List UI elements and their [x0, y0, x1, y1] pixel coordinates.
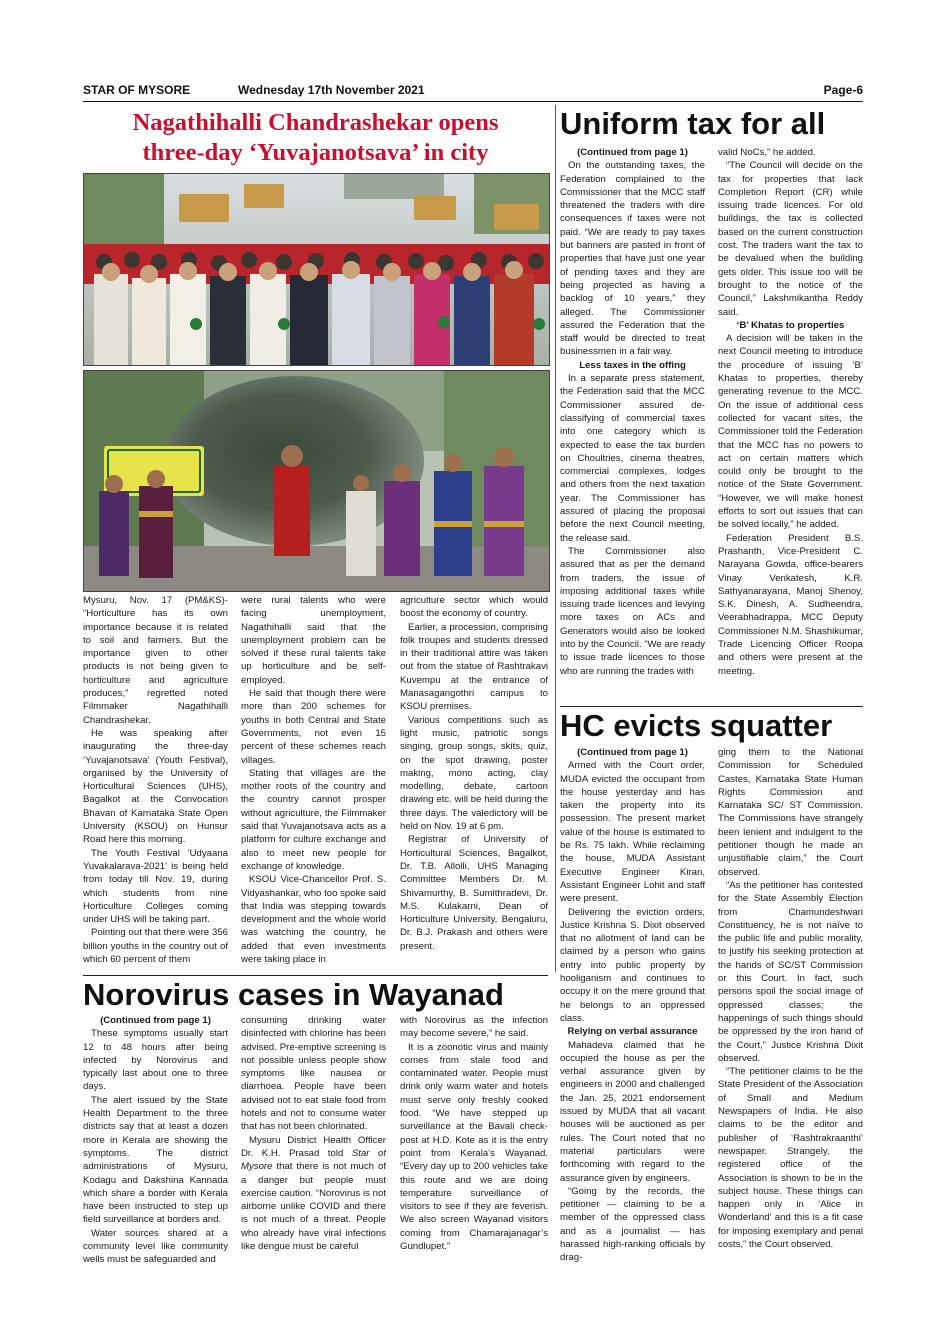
hc-para: “As the petitioner has contested for the State Assembly Election from Chamundeshwari Constituency, he is not naïve to the public life and public morality, to justify his seeking protection at the hands of SC/ST Commission or this Court. In fact, such persons spoil the social image of oppressed classes; the happenings of such things should be oppressed by the iron hand of the Court,” Justice Krishna Dixit observed.: [718, 879, 863, 1064]
masthead-rule: [83, 101, 863, 102]
norovirus-column-3: [400, 1014, 548, 1276]
tax-para: Federation President B.S. Prashanth, Vice-President C. Narayana Gowda, office-bearers Vinay Venkatesh, K.R. Sathyanarayana, Manoj Shenoy, S.K. Dinesh, A. Sudheendra, Veerabhadrappa, MCC Deputy Commissioner N.M. Shashikumar, Trade Licencing Officer Roopa and others were present at the meeting.: [718, 532, 863, 677]
festival-para: Mysuru, Nov. 17 (PM&KS)- “Horticulture has its own importance because it is related to soil and farmers. But the importance given to other products is not being given to horticulture and agriculture produces,” regretted noted Filmmaker Nagathihalli Chandrashekar.: [83, 595, 228, 726]
festival-para: Stating that villages are the mother roots of the country and the country cannot prosper without agriculture, the Filmmaker said that Yuvajanotsava acts as a platform for culture exchange and also to meet new people for exchange of knowledge.: [241, 767, 386, 872]
norovirus-para-dho: [241, 1134, 386, 1254]
hc-subhead-verbal-assurance: Relying on verbal assurance: [567, 1026, 698, 1038]
norovirus-headline: Norovirus cases in Wayanad: [83, 977, 504, 1012]
festival-headline-line2: three-day ‘Yuvajanotsava’ in city: [142, 139, 489, 166]
festival-photo-procession: [83, 370, 550, 592]
festival-photo-dignitaries: [83, 173, 550, 366]
hc-continued-label: (Continued from page 1): [577, 747, 688, 758]
hc-headline: HC evicts squatter: [560, 708, 833, 743]
norovirus-dho-text-end: that there is not much of a danger but people must exercise caution. “Norovirus is not airborne unlike COVID and there is not much of a threat. People who already have viral infections like dengue must be careful: [241, 1161, 386, 1253]
tax-para: The Commissioner also assured that as per the demand from traders, the issue of imposing additional taxes while issuing trade licences and levying more taxes on ACs and Generators would also be looked into by the Council. “We are ready to issue trade licences to those who are running the trades with: [560, 545, 705, 677]
norovirus-para: consuming drinking water disinfected with chlorine has been advised. Pre-emptive screening is not possible unless people show symptoms like nausea or diarrhoea. People have been advised not to eat stale food from hotels and not to consume water that has not been chlorinated.: [241, 1015, 386, 1133]
festival-headline: [83, 108, 548, 168]
hc-para: Delivering the eviction orders, Justice Krishna S. Dixit observed that no allotment of land can be claimed by a person who gains entry into public property by hooliganism and continues to occupy it on the mere ground that he belongs to an oppressed class.: [560, 906, 705, 1024]
norovirus-para: These symptoms usually start 12 to 48 hours after being infected by Norovirus and typically last about one to three days.: [83, 1028, 228, 1093]
masthead-page-number: Page-6: [823, 83, 863, 97]
masthead-date: Wednesday 17th November 2021: [238, 83, 425, 97]
norovirus-paper-name-italic: Star of Mysore: [241, 1147, 386, 1173]
tax-para: On the outstanding taxes, the Federation complained to the Commissioner that the MCC staff threatened the traders with dire consequences if taxes were not paid. “We are ready to pay taxes but banners are pasted in front of properties that have just one year of pending taxes and they are being projected as having a backlog of 10 years,” they alleged. The Commissioner assured the Federation that the staff would be directed to treat businessmen in a fair way.: [560, 160, 705, 358]
festival-para: KSOU Vice-Chancellor Prof. S. Vidyashankar, who too spoke said that India was stepping towards development and the whole world was watching the country, he added that even investments were taking place in: [241, 874, 386, 966]
hc-para: ging them to the National Commission for Scheduled Castes, Karnataka State Human Rights Commission and Karnataka SC/ ST Commission. The Commissions have strangely been lenient and indulgent to the petitioner though he made an unjustifiable claim,” the Court observed.: [718, 747, 863, 878]
festival-photo-dignitaries-image: [84, 174, 549, 365]
norovirus-continued-label: (Continued from page 1): [100, 1015, 211, 1026]
hc-column-2: [718, 746, 863, 1276]
norovirus-dho-text-start: Mysuru District Health Officer Dr. K.H. Prasad told: [241, 1134, 386, 1159]
norovirus-para: The alert issued by the State Health Department to the three districts say that at least a dozen more in Kerala are showing the symptoms. The district administrations of Mysuru, Kodagu and Dakshina Kannada which share a border with Kerala have been instructed to step up field surveillance at borders and.: [83, 1094, 228, 1226]
festival-para: Various competitions such as light music, patriotic songs singing, group songs, skits, quiz, on the spot drawing, poster making, mono acting, clay modelling, debate, cartoon drawing etc. will be held during the three days. The valedictory will be held on Nov. 19 at 6 pm.: [400, 714, 548, 833]
hc-para: Armed with the Court order, MUDA evicted the occupant from the house yesterday and has taken the property into its possession. The present market value of the house is estimated to be Rs. 75 lakh. While reclaiming the house, MUDA Assistant Executive Engineer Kiran, Assistant Engineer Lohit and staff were present.: [560, 760, 705, 905]
festival-photo-procession-image: [84, 371, 549, 591]
tax-subhead-b-khatas: ‘B’ Khatas to properties: [736, 319, 845, 331]
hc-para: Mahadeva claimed that he occupied the house as per the verbal assurance given by engineers in 2000 and challenged the Jan. 25, 2021 endorsement issued by MUDA that all vacant houses will be auctioned as per rules. The Court noted that no material particulars were forthcoming with regard to the assurance given by engineers.: [560, 1039, 705, 1184]
festival-para: were rural talents who were facing unemployment, Nagathihalli said that the unemployment problem can be solved if these rural talents take up horticulture and be self-employed.: [241, 595, 386, 686]
festival-para: agriculture sector which would boost the economy of country.: [400, 595, 548, 620]
norovirus-para: It is a zoonotic virus and mainly comes from stale food and contaminated water. People must drink only warm water and hotels must serve only freshly cooked food. “We have stepped up surveillance at the Bavali check-post at H.D. Kote as it is the entry point from Kerala’s Wayanad. “Every day up to 200 vehicles take this route and we are doing temperature surveillance of visitors to see if they are feverish. We also screen Wayanad visitors coming from Chamarajanagar’s Gundlupet.”: [400, 1041, 548, 1253]
festival-para: Pointing out that there were 356 billion youths in the country out of which 60 percent of them: [83, 927, 228, 966]
tax-para: “The Council will decide on the tax for properties that lack Completion Report (CR) while issuing trade licences. For old buildings, the tax is collected based on the current construction cost. The traders want the tax to be devalued when the building gets older. This issue too will be brought to the notice of the Council,” Lakshmikantha Reddy said.: [718, 160, 863, 318]
tax-column-2: [718, 146, 863, 706]
festival-column-2: [241, 594, 386, 972]
norovirus-para: with Norovirus as the infection may become severe,” he said.: [400, 1015, 548, 1040]
tax-para: A decision will be taken in the next Council meeting to introduce the procedure of issuing ‘B’ Khatas to properties, thereby generating revenue to the MCC. On the issue of additional cess collected for vacant sites, the Commissioner told the Federation that the MCC has no powers to act on certain matters which could only be brought to the notice of the State Government. “However, we will make honest efforts to sort out issues that can be solved locally,” he added.: [718, 333, 863, 531]
tax-subhead-less-taxes: Less taxes in the offing: [579, 359, 686, 371]
hc-column-1: [560, 746, 705, 1276]
norovirus-para: Water sources shared at a community level like community wells must be safeguarded and: [83, 1227, 228, 1266]
hc-para: “Going by the records, the petitioner — claiming to be a member of the oppressed class and as a journalist — has harassed high-ranking officials by drag-: [560, 1185, 705, 1264]
festival-headline-line1: Nagathihalli Chandrashekar opens: [132, 109, 499, 136]
festival-column-3: [400, 594, 548, 972]
tax-continued-label: (Continued from page 1): [577, 147, 688, 158]
festival-para: He was speaking after inaugurating the three-day ‘Yuvajanotsava’ (Youth Festival), organised by the University of Horticultural Sciences (UHS), Bagalkot at the Convocation Bhavan of Karnataka State Open University (KSOU) on Hunsur Road here this morning.: [83, 727, 228, 846]
festival-para: Earlier, a procession, comprising folk troupes and students dressed in their traditional attire was taken out from the statue of Rashtrakavi Kuvempu at the entrance of Manasagangothri campus to KSOU premises.: [400, 621, 548, 713]
festival-column-1: [83, 594, 228, 972]
tax-para: valid NoCs,” he added.: [718, 147, 816, 158]
tax-column-1: [560, 146, 705, 706]
festival-para: He said that though there were more than 200 schemes for youths in both Central and State Governments, not even 15 percent of these schemes reach villages.: [241, 688, 386, 766]
festival-para: Registrar of University of Horticultural Sciences, Bagalkot, Dr. T.B. Allolli, UHS Managing Committee Members Dr. M. Shivamurthy, B. Sumithradevi, Dr. M.S. Kulakarni, Dean of Horticulture University, Bengaluru, Dr. B.J. Prakash and others were present.: [400, 834, 548, 952]
tax-headline: Uniform tax for all: [560, 106, 826, 141]
masthead-paper-name: STAR OF MYSORE: [83, 83, 191, 97]
column-separator: [555, 105, 556, 972]
norovirus-column-1: [83, 1014, 228, 1276]
tax-para: In a separate press statement, the Federation said that the MCC Commissioner assured de-classifying of commercial taxes into one category which is expected to ease the tax burden on Choultries, cinema theatres, commercial complexes, lodges and others from the next taxation year. The Commissioner has assured of placing the proposal before the next Council meeting, the release said.: [560, 373, 705, 544]
norovirus-column-2: [241, 1014, 386, 1276]
hc-para: “The petitioner claims to be the State President of the Association of Small and Medium Newspapers of India. He also claims to be the editor and publisher of ‘Rashtrakraanthi’ newspaper. Strangely, the registered office of the Association is shown to be in the subject house. These things can happen only in ‘Alice in Wonderland’ and this is a fit case for imposing exemplary and penal costs,” the Court observed.: [718, 1066, 863, 1250]
festival-para: The Youth Festival ‘Udyaana Yuvakalarava-2021’ is being held from today till Nov. 19, during which students from nine Horticulture Colleges coming under UHS will be taking part.: [83, 847, 228, 926]
